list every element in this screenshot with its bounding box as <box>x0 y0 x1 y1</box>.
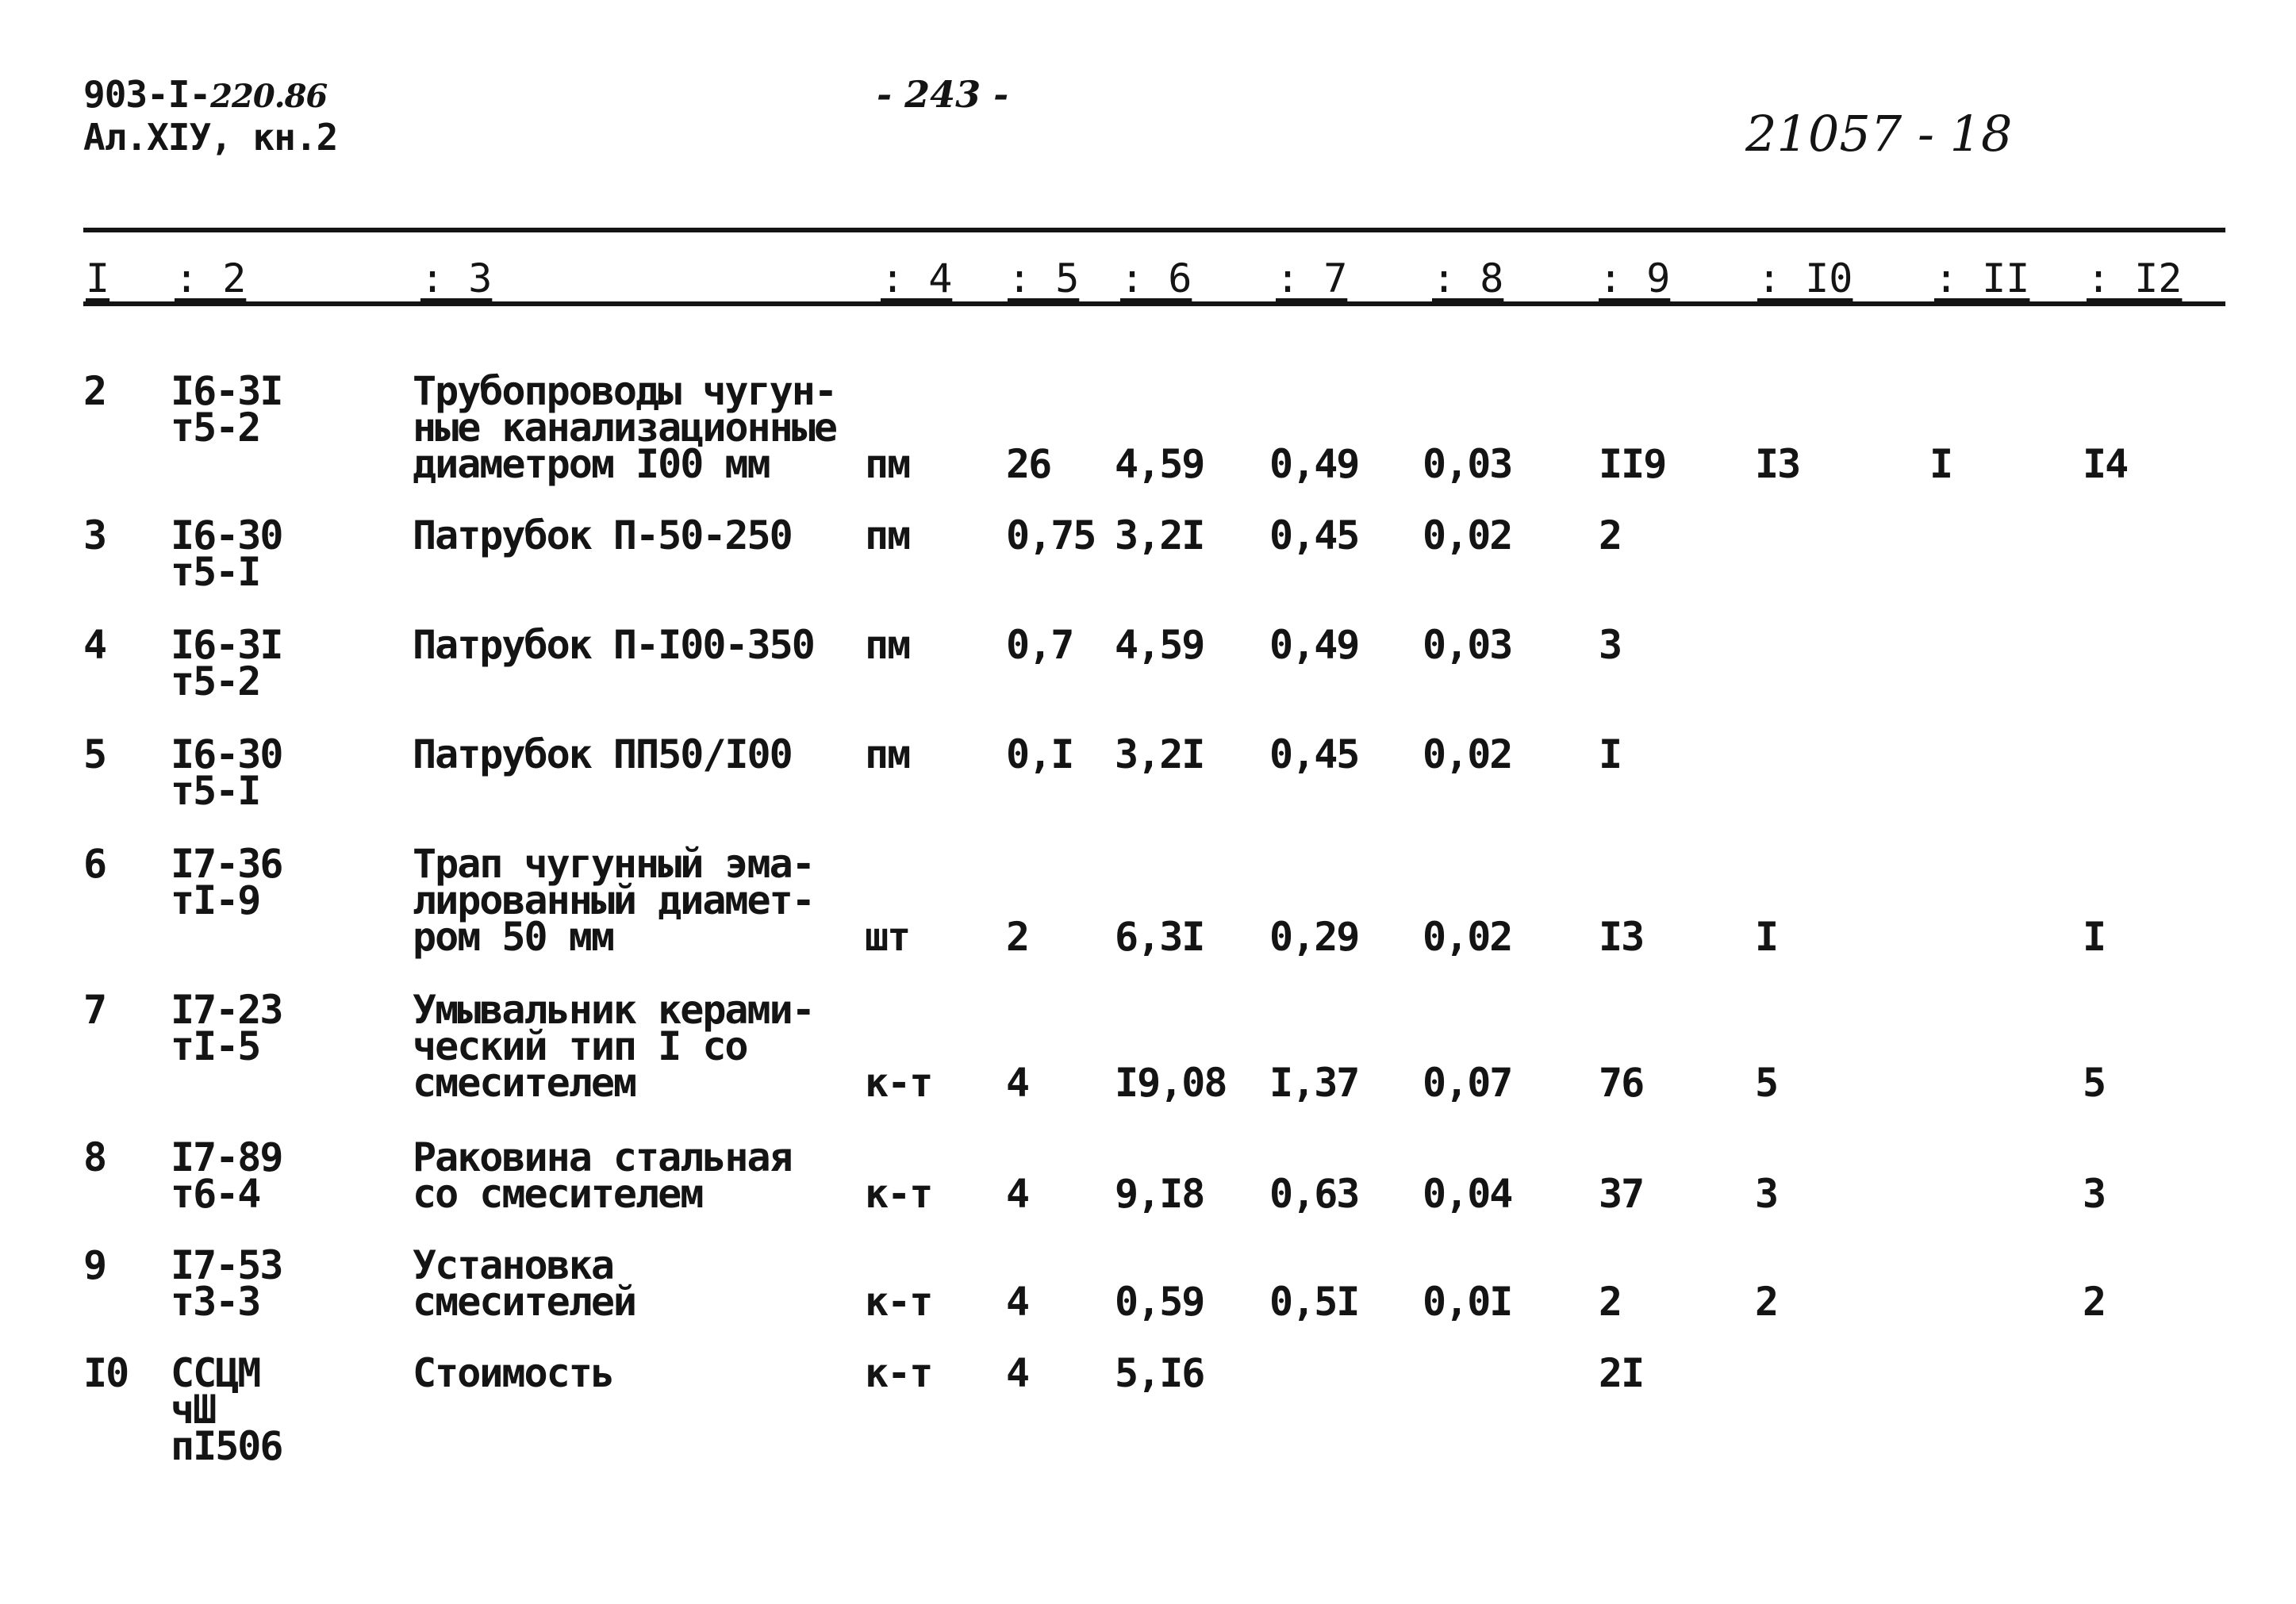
value-col-6: 3,2I <box>1115 512 1204 558</box>
value-col-9: 2I <box>1599 1350 1644 1396</box>
value-col-10: 2 <box>1755 1279 1778 1325</box>
value-col-7: I,37 <box>1269 1060 1359 1106</box>
quantity: 4 <box>1006 1350 1029 1396</box>
value-col-7: 0,29 <box>1269 914 1359 960</box>
norm-code: I6-30 т5-I <box>171 731 282 814</box>
value-col-6: 4,59 <box>1115 441 1204 487</box>
value-col-7: 0,45 <box>1269 512 1359 558</box>
unit: пм <box>865 441 910 487</box>
column-header: : I0 <box>1757 255 1853 301</box>
column-header: : 5 <box>1008 255 1080 301</box>
quantity: 4 <box>1006 1171 1029 1217</box>
norm-code: I7-36 тI-9 <box>171 841 282 923</box>
quantity: 4 <box>1006 1279 1029 1325</box>
document-code <box>83 73 327 116</box>
value-col-9: 2 <box>1599 512 1622 558</box>
row-number: 4 <box>83 622 106 668</box>
document-code-prefix: 903-I- <box>83 73 211 116</box>
value-col-7: 0,49 <box>1269 622 1359 668</box>
value-col-8: 0,02 <box>1423 731 1512 777</box>
item-name: Патрубок ПП50/I00 <box>413 731 792 777</box>
row-number: 5 <box>83 731 106 777</box>
norm-code: I7-53 т3-3 <box>171 1242 282 1325</box>
item-name: Стоимость <box>413 1350 613 1396</box>
item-name: Патрубок П-50-250 <box>413 512 792 558</box>
column-header: : 4 <box>881 255 953 301</box>
value-col-10: I3 <box>1755 441 1800 487</box>
value-col-7: 0,63 <box>1269 1171 1359 1217</box>
value-col-6: 5,I6 <box>1115 1350 1204 1396</box>
value-col-7: 0,5I <box>1269 1279 1359 1325</box>
value-col-8: 0,0I <box>1423 1279 1512 1325</box>
value-col-10: 3 <box>1755 1171 1778 1217</box>
unit: пм <box>865 622 910 668</box>
quantity: 0,75 <box>1006 512 1096 558</box>
page-number: - 243 - <box>877 73 1009 116</box>
unit: шт <box>865 914 910 960</box>
column-header: : I2 <box>2087 255 2183 301</box>
unit: к-т <box>865 1060 932 1106</box>
value-col-12: I4 <box>2083 441 2128 487</box>
value-col-9: 37 <box>1599 1171 1644 1217</box>
item-name: Трубопроводы чугун- ные канализационные диаметром I00 мм <box>413 368 836 487</box>
value-col-9: 3 <box>1599 622 1622 668</box>
column-header: : 6 <box>1120 255 1192 301</box>
row-number: 9 <box>83 1242 106 1288</box>
column-header: : 3 <box>420 255 493 301</box>
top-rule <box>83 228 2225 232</box>
quantity: 4 <box>1006 1060 1029 1106</box>
unit: пм <box>865 731 910 777</box>
item-name: Трап чугунный эма- лированный диамет- ром 50 мм <box>413 841 814 960</box>
value-col-8: 0,02 <box>1423 914 1512 960</box>
value-col-6: 4,59 <box>1115 622 1204 668</box>
column-header: : II <box>1934 255 2030 301</box>
unit: к-т <box>865 1279 932 1325</box>
value-col-12: 2 <box>2083 1279 2106 1325</box>
quantity: 0,7 <box>1006 622 1073 668</box>
value-col-10: I <box>1755 914 1778 960</box>
unit: к-т <box>865 1171 932 1217</box>
value-col-8: 0,07 <box>1423 1060 1512 1106</box>
norm-code: I7-89 т6-4 <box>171 1134 282 1217</box>
value-col-7: 0,45 <box>1269 731 1359 777</box>
unit: к-т <box>865 1350 932 1396</box>
value-col-6: 0,59 <box>1115 1279 1204 1325</box>
album-reference: Ал.XIУ, кн.2 <box>83 116 338 159</box>
stamp-number: 21057 - 18 <box>1745 105 2013 163</box>
value-col-12: 3 <box>2083 1171 2106 1217</box>
value-col-6: 3,2I <box>1115 731 1204 777</box>
row-number: I0 <box>83 1350 129 1396</box>
column-header: : 9 <box>1599 255 1671 301</box>
value-col-8: 0,04 <box>1423 1171 1512 1217</box>
value-col-12: 5 <box>2083 1060 2106 1106</box>
header-rule <box>83 301 2225 306</box>
item-name: Патрубок П-I00-350 <box>413 622 814 668</box>
quantity: 26 <box>1006 441 1051 487</box>
value-col-11: I <box>1929 441 1952 487</box>
row-number: 6 <box>83 841 106 887</box>
value-col-9: 76 <box>1599 1060 1644 1106</box>
value-col-8: 0,03 <box>1423 441 1512 487</box>
column-header: I <box>86 255 110 301</box>
value-col-8: 0,02 <box>1423 512 1512 558</box>
item-name: Установка смесителей <box>413 1242 636 1325</box>
row-number: 2 <box>83 368 106 414</box>
value-col-10: 5 <box>1755 1060 1778 1106</box>
norm-code: I7-23 тI-5 <box>171 987 282 1069</box>
value-col-6: 6,3I <box>1115 914 1204 960</box>
row-number: 7 <box>83 987 106 1033</box>
value-col-9: I3 <box>1599 914 1644 960</box>
column-header: : 2 <box>175 255 247 301</box>
value-col-6: I9,08 <box>1115 1060 1227 1106</box>
norm-code: ССЦМ чШ пI506 <box>171 1350 282 1469</box>
norm-code: I6-3I т5-2 <box>171 622 282 704</box>
quantity: 2 <box>1006 914 1029 960</box>
norm-code: I6-3I т5-2 <box>171 368 282 451</box>
quantity: 0,I <box>1006 731 1073 777</box>
unit: пм <box>865 512 910 558</box>
item-name: Умывальник керами- ческий тип I со смесителем <box>413 987 814 1106</box>
item-name: Раковина стальная со смесителем <box>413 1134 792 1217</box>
value-col-7: 0,49 <box>1269 441 1359 487</box>
value-col-9: 2 <box>1599 1279 1622 1325</box>
row-number: 3 <box>83 512 106 558</box>
row-number: 8 <box>83 1134 106 1180</box>
document-code-handwritten: 220.86 <box>210 78 328 115</box>
norm-code: I6-30 т5-I <box>171 512 282 595</box>
column-header: : 7 <box>1276 255 1348 301</box>
value-col-6: 9,I8 <box>1115 1171 1204 1217</box>
value-col-9: II9 <box>1599 441 1666 487</box>
value-col-12: I <box>2083 914 2106 960</box>
value-col-8: 0,03 <box>1423 622 1512 668</box>
column-header: : 8 <box>1432 255 1504 301</box>
value-col-9: I <box>1599 731 1622 777</box>
